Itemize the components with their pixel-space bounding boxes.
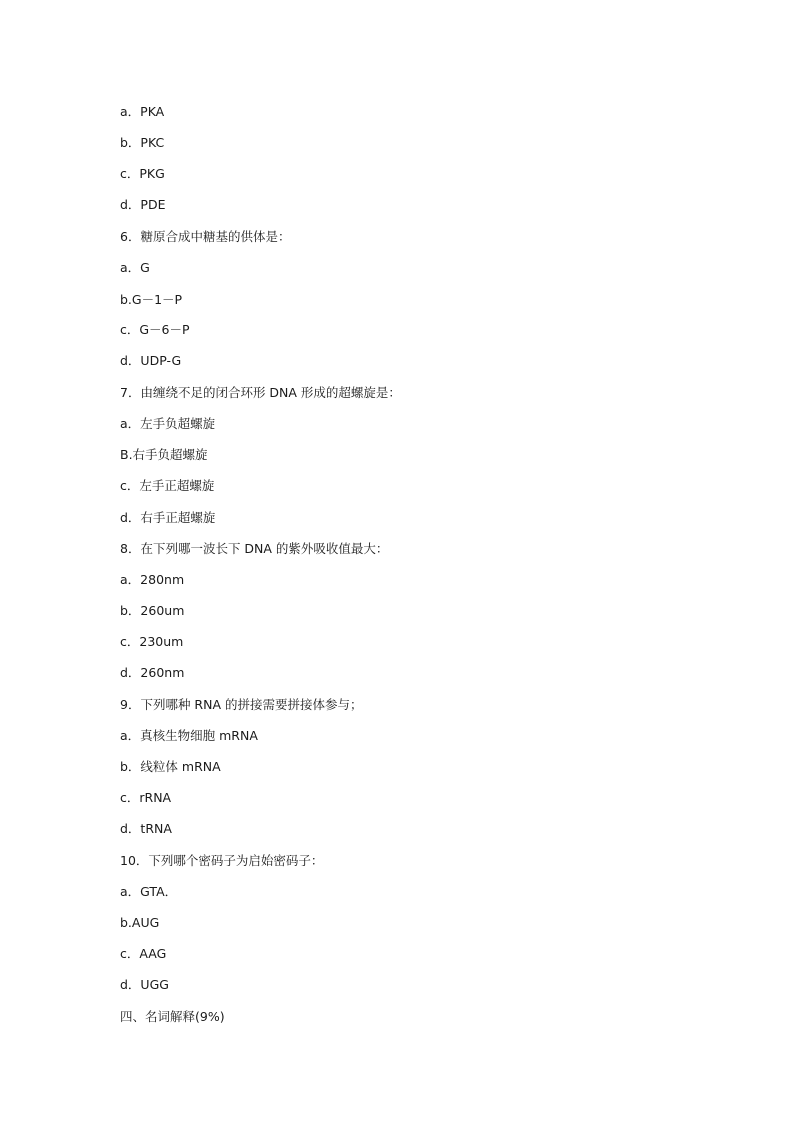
q9-option-c: c．rRNA bbox=[120, 790, 172, 805]
q6-option-b: b.G－1－P bbox=[120, 292, 183, 307]
q8-option-a: a．280nm bbox=[120, 572, 185, 587]
section-heading: 四、名词解释(9%) bbox=[120, 1009, 225, 1024]
q6-option-a: a．G bbox=[120, 260, 150, 275]
q7-option-a: a．左手负超螺旋 bbox=[120, 416, 216, 431]
q7-option-b: B.右手负超螺旋 bbox=[120, 447, 208, 462]
q10-option-d: d．UGG bbox=[120, 977, 169, 992]
question-6: 6．糖原合成中糖基的供体是： bbox=[120, 229, 291, 244]
question-9: 9．下列哪种 RNA 的拼接需要拼接体参与； bbox=[120, 697, 363, 712]
q7-option-d: d．右手正超螺旋 bbox=[120, 510, 216, 525]
q6-option-c: c．G－6－P bbox=[120, 322, 190, 337]
q9-option-d: d．tRNA bbox=[120, 821, 172, 836]
q10-option-b: b.AUG bbox=[120, 915, 160, 930]
q9-option-b: b．线粒体 mRNA bbox=[120, 759, 221, 774]
question-7: 7．由缠绕不足的闭合环形 DNA 形成的超螺旋是： bbox=[120, 385, 401, 400]
q10-option-c: c．AAG bbox=[120, 946, 167, 961]
option-b-pkc: b．PKC bbox=[120, 135, 165, 150]
q8-option-b: b．260um bbox=[120, 603, 185, 618]
option-a-pka: a．PKA bbox=[120, 104, 165, 119]
option-c-pkg: c．PKG bbox=[120, 166, 165, 181]
q7-option-c: c．左手正超螺旋 bbox=[120, 478, 215, 493]
option-d-pde: d．PDE bbox=[120, 197, 166, 212]
q10-option-a: a．GTA． bbox=[120, 884, 178, 899]
q9-option-a: a．真核生物细胞 mRNA bbox=[120, 728, 258, 743]
q6-option-d: d．UDP-G bbox=[120, 353, 182, 368]
q8-option-d: d．260nm bbox=[120, 665, 185, 680]
question-8: 8．在下列哪一波长下 DNA 的紫外吸收值最大： bbox=[120, 541, 389, 556]
q8-option-c: c．230um bbox=[120, 634, 184, 649]
question-10: 10．下列哪个密码子为启始密码子： bbox=[120, 853, 324, 868]
